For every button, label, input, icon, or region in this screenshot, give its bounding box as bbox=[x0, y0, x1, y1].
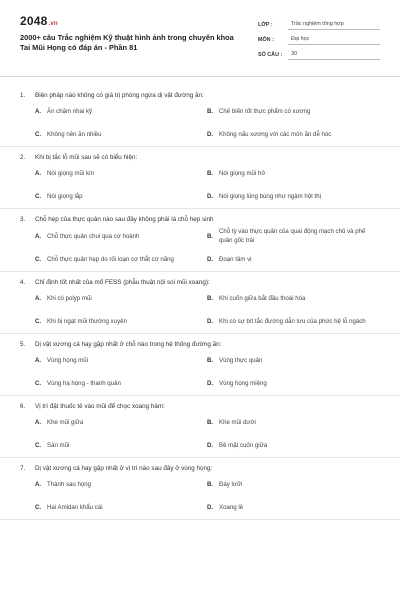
answer-option[interactable] bbox=[207, 496, 380, 519]
answer-options bbox=[35, 411, 380, 457]
question-number: 5. bbox=[20, 341, 26, 348]
option-letter: A. bbox=[35, 419, 42, 426]
option-letter: C. bbox=[35, 318, 42, 325]
answer-options bbox=[35, 224, 380, 271]
question-text bbox=[20, 209, 380, 224]
site-logo[interactable] bbox=[20, 14, 245, 28]
option-letter: B. bbox=[207, 170, 214, 177]
option-letter: C. bbox=[35, 256, 42, 263]
header bbox=[20, 14, 380, 70]
option-letter: B. bbox=[207, 232, 214, 240]
option-text: Khe mũi dưới bbox=[219, 419, 256, 426]
question-item bbox=[0, 272, 400, 334]
answer-option[interactable] bbox=[35, 496, 207, 519]
question-number: 3. bbox=[20, 216, 26, 223]
option-letter: B. bbox=[207, 295, 214, 302]
question-list bbox=[20, 85, 380, 520]
answer-option[interactable] bbox=[35, 100, 207, 123]
question-stem: Khi bị tắc lỗ mũi sau sẽ có biểu hiện: bbox=[35, 154, 138, 161]
question-text bbox=[20, 334, 380, 349]
answer-option[interactable] bbox=[207, 287, 380, 310]
brand bbox=[20, 14, 245, 53]
option-text: Sàn mũi bbox=[47, 442, 70, 449]
option-letter: C. bbox=[35, 193, 42, 200]
meta-label: SỐ CÂU : bbox=[258, 52, 283, 58]
option-letter: D. bbox=[207, 380, 214, 387]
option-letter: A. bbox=[35, 481, 42, 488]
question-item bbox=[0, 334, 400, 396]
option-letter: A. bbox=[35, 232, 42, 240]
option-letter: B. bbox=[207, 419, 214, 426]
answer-option[interactable] bbox=[207, 162, 380, 185]
answer-option[interactable] bbox=[35, 349, 207, 372]
logo-main: 2048 bbox=[20, 14, 48, 28]
answer-option[interactable] bbox=[35, 434, 207, 457]
option-text: Không nấu xương với các món ăn dễ hóc bbox=[219, 131, 332, 138]
option-text: Chế biến tốt thực phẩm có xương bbox=[219, 108, 311, 115]
option-text: Nói giọng lắp bbox=[47, 193, 83, 200]
answer-option[interactable] bbox=[35, 162, 207, 185]
answer-options bbox=[35, 349, 380, 395]
answer-option[interactable] bbox=[35, 248, 207, 271]
question-stem: Chỉ định tốt nhất của mổ FESS (phẫu thuật nội soi mũi xoang): bbox=[35, 279, 210, 286]
question-item bbox=[0, 147, 400, 209]
answer-option[interactable] bbox=[35, 372, 207, 395]
answer-option[interactable] bbox=[35, 224, 207, 248]
question-text bbox=[20, 396, 380, 411]
answer-options bbox=[35, 473, 380, 519]
option-letter: C. bbox=[35, 380, 42, 387]
logo-suffix: .vn bbox=[48, 21, 58, 27]
question-item bbox=[0, 396, 400, 458]
option-text: Nói giọng mũi hở bbox=[219, 170, 266, 177]
answer-option[interactable] bbox=[207, 310, 380, 333]
option-text: Khi có polyp mũi bbox=[47, 295, 92, 302]
option-text: Vùng thực quản bbox=[219, 357, 263, 364]
meta-row-subject bbox=[258, 31, 380, 45]
answer-options bbox=[35, 287, 380, 333]
question-number: 2. bbox=[20, 154, 26, 161]
option-letter: D. bbox=[207, 256, 214, 263]
option-text: Khi có sự bít tắc đường dẫn lưu của phức hệ lỗ ngách bbox=[219, 318, 366, 325]
question-text bbox=[20, 458, 380, 473]
option-text: Không nên ăn nhiều bbox=[47, 131, 102, 138]
option-text: Nói giọng lúng búng như ngậm hột thị bbox=[219, 193, 321, 200]
question-number: 6. bbox=[20, 403, 26, 410]
option-text: Khi cuốn giữa bắt đầu thoái hóa bbox=[219, 295, 306, 302]
answer-option[interactable] bbox=[207, 224, 380, 248]
answer-option[interactable] bbox=[35, 287, 207, 310]
answer-option[interactable] bbox=[207, 100, 380, 123]
meta-value: Đại học bbox=[288, 36, 380, 45]
answer-option[interactable] bbox=[207, 372, 380, 395]
question-number: 7. bbox=[20, 465, 26, 472]
meta-row-count bbox=[258, 46, 380, 60]
option-letter: C. bbox=[35, 504, 42, 511]
option-text: Chỗ thực quản chui qua cơ hoành bbox=[47, 232, 140, 240]
question-item bbox=[0, 209, 400, 272]
question-text bbox=[20, 272, 380, 287]
option-letter: D. bbox=[207, 318, 214, 325]
question-stem: Vị trí đặt thuốc tê vào mũi để chọc xoang hàm: bbox=[35, 403, 165, 410]
option-text: Nói giọng mũi kín bbox=[47, 170, 95, 177]
question-item bbox=[0, 85, 400, 147]
option-text: Xoang lê bbox=[219, 504, 244, 511]
question-text bbox=[20, 147, 380, 162]
answer-options bbox=[35, 100, 380, 146]
option-letter: B. bbox=[207, 357, 214, 364]
answer-option[interactable] bbox=[207, 411, 380, 434]
option-letter: D. bbox=[207, 442, 214, 449]
option-text: Khe mũi giữa bbox=[47, 419, 84, 426]
meta-value: Trắc nghiệm tổng hợp bbox=[288, 21, 380, 30]
option-text: Vùng họng mũi bbox=[47, 357, 88, 364]
meta-row-class bbox=[258, 16, 380, 30]
option-letter: A. bbox=[35, 170, 42, 177]
answer-options bbox=[35, 162, 380, 208]
question-number: 1. bbox=[20, 92, 26, 99]
option-letter: D. bbox=[207, 193, 214, 200]
meta-value: 30 bbox=[288, 51, 380, 60]
answer-option[interactable] bbox=[207, 434, 380, 457]
option-letter: A. bbox=[35, 108, 42, 115]
answer-option[interactable] bbox=[207, 349, 380, 372]
question-text bbox=[20, 85, 380, 100]
option-letter: C. bbox=[35, 131, 42, 138]
answer-option[interactable] bbox=[35, 123, 207, 146]
option-text: Chỗ thực quản hẹp do rối loạn cơ thắt cơ năng bbox=[47, 256, 174, 263]
question-item bbox=[0, 458, 400, 520]
option-text: Đáy lưỡi bbox=[219, 481, 243, 488]
option-letter: C. bbox=[35, 442, 42, 449]
page-title: 2000+ câu Trắc nghiệm Kỹ thuật hình ảnh trong chuyên khoa Tai Mũi Họng có đáp án - Phần 81 bbox=[20, 33, 234, 52]
option-text: Hai Amidan khẩu cái bbox=[47, 504, 103, 511]
answer-option[interactable] bbox=[35, 185, 207, 208]
meta-label: MÔN : bbox=[258, 37, 274, 43]
option-text: Bề mặt cuốn giữa bbox=[219, 442, 268, 449]
question-stem: Biện pháp nào không có giá trị phòng ngừa dị vật đường ăn: bbox=[35, 92, 204, 99]
option-text: Ăn chậm nhai kỹ bbox=[47, 108, 93, 115]
answer-option[interactable] bbox=[207, 248, 380, 271]
option-text: Thành sau họng bbox=[47, 481, 92, 488]
meta-label: LỚP : bbox=[258, 22, 273, 28]
option-text: Vùng họng miệng bbox=[219, 380, 267, 387]
option-text: Chỗ tỳ vào thực quản của quai động mạch chủ và phế quản gốc trái bbox=[219, 228, 366, 244]
option-letter: A. bbox=[35, 295, 42, 302]
option-letter: A. bbox=[35, 357, 42, 364]
option-letter: D. bbox=[207, 131, 214, 138]
question-stem: Chỗ hẹp của thực quản nào sau đây không phải là chỗ hẹp sinh bbox=[35, 216, 214, 223]
answer-option[interactable] bbox=[207, 185, 380, 208]
option-text: Vùng hạ họng - thanh quản bbox=[47, 380, 121, 387]
question-number: 4. bbox=[20, 279, 26, 286]
option-letter: B. bbox=[207, 108, 214, 115]
option-letter: D. bbox=[207, 504, 214, 511]
answer-option[interactable] bbox=[35, 473, 207, 496]
question-stem: Dị vật xương cá hay gặp nhất ở vị trí nào sau đây ở vùng họng: bbox=[35, 465, 213, 472]
header-divider bbox=[0, 76, 400, 77]
meta-info bbox=[258, 16, 380, 61]
option-text: Khi bị ngạt mũi thường xuyên bbox=[47, 318, 127, 325]
answer-option[interactable] bbox=[35, 411, 207, 434]
option-letter: B. bbox=[207, 481, 214, 488]
answer-option[interactable] bbox=[35, 310, 207, 333]
answer-option[interactable] bbox=[207, 123, 380, 146]
option-text: Đoạn tâm vị bbox=[219, 256, 252, 263]
answer-option[interactable] bbox=[207, 473, 380, 496]
question-stem: Dị vật xương cá hay gặp nhất ở chỗ nào trong hệ thống đường ăn: bbox=[35, 341, 222, 348]
